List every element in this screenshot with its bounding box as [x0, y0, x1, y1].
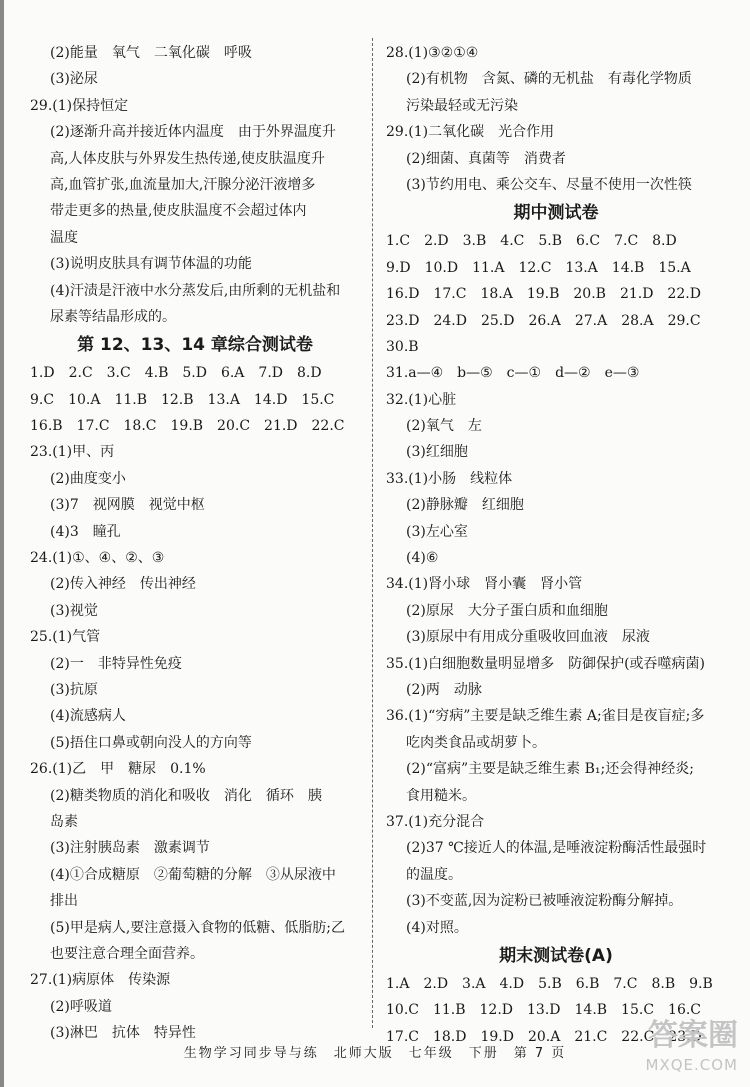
answer-line: (5)捂住口鼻或朝向没人的方向等 [50, 734, 252, 751]
answer-line: 食用糙米。 [406, 787, 476, 804]
answer-line: (2)氧气 左 [406, 418, 482, 435]
left-column [30, 40, 360, 1046]
right-column [386, 40, 726, 1050]
answer-line: (2)37 ℃接近人的体温,是唾液淀粉酶活性最强时 [406, 840, 707, 857]
answer-line: 23.(1)甲、丙 [30, 444, 115, 461]
answer-line: 高,血管扩张,血流量加大,汗腺分泌汗液增多 [50, 176, 316, 193]
answer-line: (3)不变蓝,因为淀粉已被唾液淀粉酶分解掉。 [406, 893, 683, 910]
answer-line: (4)①合成糖原 ②葡萄糖的分解 ③从尿液中 [50, 866, 336, 883]
answer-line: 污染最轻或无污染 [406, 97, 518, 114]
section-heading: 第 12、13、14 章综合测试卷 [77, 335, 313, 356]
answer-line: 16.B 17.C 18.C 19.B 20.C 21.D 22.C [30, 418, 345, 435]
answer-line: (3)泌尿 [50, 71, 98, 88]
answer-line: (4)流感病人 [50, 708, 126, 725]
scan-edge-shadow [0, 0, 4, 1087]
answer-line: 高,人体皮肤与外界发生热传递,使皮肤温度升 [50, 150, 325, 167]
answer-line: (2)传入神经 传出神经 [50, 576, 196, 593]
site-watermark [608, 1018, 738, 1084]
answer-line: 1.C 2.D 3.B 4.C 5.B 6.C 7.C 8.D [386, 233, 677, 250]
answer-line: 37.(1)充分混合 [386, 813, 485, 830]
answer-line: (2)能量 氧气 二氧化碳 呼吸 [50, 45, 252, 61]
answer-line: 24.(1)①、④、②、③ [30, 550, 165, 567]
section-heading: 期中测试卷 [513, 203, 599, 224]
watermark-logo-text: 答案圈 [648, 1018, 738, 1053]
answer-line: 30.B [386, 338, 419, 355]
answer-line: 28.(1)③②①④ [386, 45, 479, 61]
answer-line: 10.C 11.B 12.D 13.D 14.B 15.C 16.C [386, 1002, 702, 1019]
answer-line: (2)有机物 含氮、磷的无机盐 有毒化学物质 [406, 71, 692, 88]
answer-line: (3)节约用电、乘公交车、尽量不使用一次性筷 [406, 176, 692, 193]
answer-line: (3)淋巴 抗体 特异性 [50, 1025, 196, 1042]
answer-line: (2)静脉瓣 红细胞 [406, 497, 524, 514]
answer-line: 9.C 10.A 11.B 12.B 13.A 14.D 15.C [30, 391, 335, 408]
answer-line: (3)视觉 [50, 602, 98, 619]
answer-line: 9.D 10.D 11.A 12.C 13.A 14.B 15.A [386, 259, 691, 276]
answer-line: 岛素 [50, 813, 78, 830]
answer-line: (4)⑥ [406, 550, 439, 567]
answer-line: (2)原尿 大分子蛋白质和血细胞 [406, 602, 608, 619]
answer-line: (2)“富病”主要是缺乏维生素 B₁;还会得神经炎; [406, 761, 694, 778]
answer-line: 23.D 24.D 25.D 26.A 27.A 28.A 29.C [386, 312, 701, 329]
answer-line: 温度 [50, 229, 78, 246]
answer-line: 16.D 17.C 18.A 19.B 20.B 21.D 22.D [386, 286, 701, 303]
answer-line: 尿素等结晶形成的。 [50, 308, 176, 325]
answer-line: (4)3 瞳孔 [50, 523, 121, 540]
answer-line: (2)呼吸道 [50, 998, 112, 1015]
answer-line: 29.(1)二氧化碳 光合作用 [386, 124, 555, 141]
answer-line: 17.C 18.D 19.D 20.A 21.C 22.C 23.D [386, 1028, 702, 1045]
answer-line: 也要注意合理全面营养。 [50, 945, 204, 962]
answer-line: (3)7 视网膜 视觉中枢 [50, 497, 205, 514]
answer-line: 排出 [50, 893, 78, 910]
answer-line: 的温度。 [406, 866, 462, 883]
answer-line: 27.(1)病原体 传染源 [30, 972, 171, 989]
answer-line: (3)原尿中有用成分重吸收回血液 尿液 [406, 629, 650, 646]
answer-line: 33.(1)小肠 线粒体 [386, 470, 513, 487]
answer-line: 34.(1)肾小球 肾小囊 肾小管 [386, 576, 583, 593]
answer-line: (4)对照。 [406, 919, 468, 936]
answer-line: (3)抗原 [50, 681, 98, 698]
answer-line: (2)曲度变小 [50, 470, 126, 487]
page-footer: 生物学习同步导与练 北师大版 七年级 下册 第 7 页 [183, 1046, 567, 1061]
answer-line: (3)左心室 [406, 523, 468, 540]
answer-line: 带走更多的热量,使皮肤温度不会超过体内 [50, 203, 307, 220]
answer-line: 36.(1)“穷病”主要是缺乏维生素 A;雀目是夜盲症;多 [386, 708, 705, 725]
answer-line: 29.(1)保持恒定 [30, 97, 129, 114]
answer-line: (2)细菌、真菌等 消费者 [406, 150, 566, 167]
answer-line: 32.(1)心脏 [386, 391, 457, 408]
answer-line: 吃肉类食品或胡萝卜。 [406, 734, 546, 751]
answer-line: (3)注射胰岛素 激素调节 [50, 840, 210, 857]
answer-line: (5)甲是病人,要注意摄入食物的低糖、低脂肪;乙 [50, 919, 345, 936]
answer-line: 1.A 2.D 3.A 4.D 5.B 6.B 7.C 8.B 9.B [386, 975, 713, 992]
answer-line: 26.(1)乙 甲 糖尿 0.1% [30, 761, 206, 778]
answer-line: 31.a—④ b—⑤ c—① d—② e—③ [386, 365, 640, 382]
column-divider [372, 38, 373, 1028]
answer-line: (4)汗渍是汗液中水分蒸发后,由所剩的无机盐和 [50, 282, 341, 299]
answer-line: 25.(1)气管 [30, 629, 101, 646]
answer-line: (2)两 动脉 [406, 681, 482, 698]
answer-line: 35.(1)白细胞数量明显增多 防御保护(或吞噬病菌) [386, 655, 706, 672]
answer-line: (2)糖类物质的消化和吸收 消化 循环 胰 [50, 787, 322, 804]
answer-line: (2)一 非特异性免疫 [50, 655, 182, 672]
answer-line: (3)红细胞 [406, 444, 468, 461]
watermark-url: MXQE.COM [645, 1056, 738, 1074]
section-heading: 期末测试卷(A) [499, 945, 613, 966]
answer-line: (3)说明皮肤具有调节体温的功能 [50, 256, 252, 273]
answer-line: (2)逐渐升高并接近体内温度 由于外界温度升 [50, 124, 336, 141]
answer-line: 1.D 2.C 3.C 4.B 5.D 6.A 7.D 8.D [30, 365, 322, 382]
